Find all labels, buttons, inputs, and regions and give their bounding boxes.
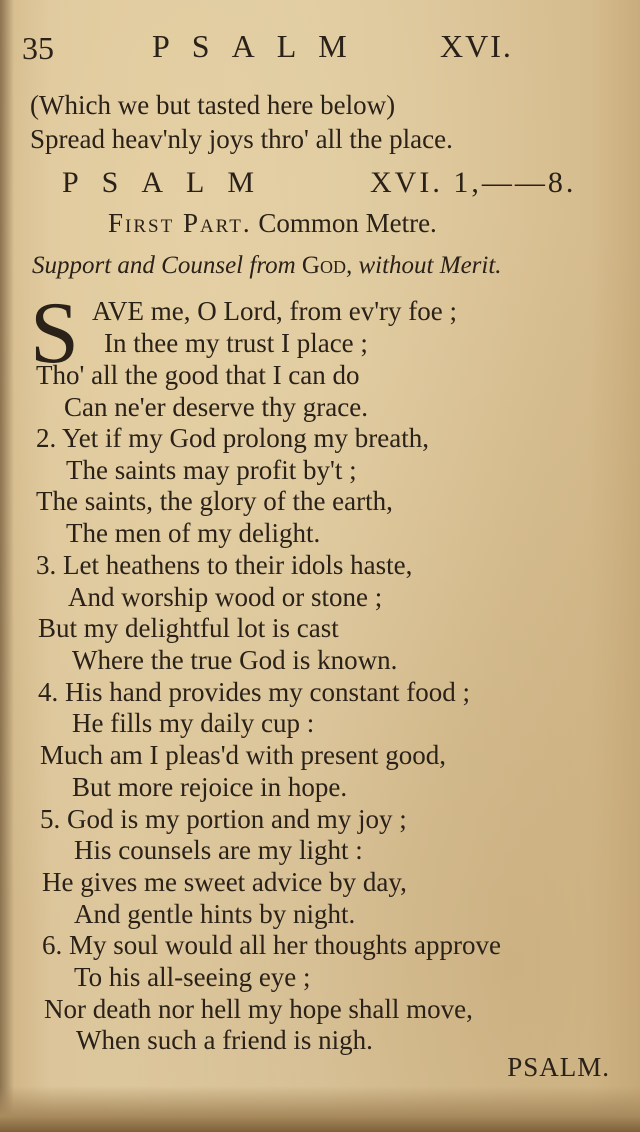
verse-line: The saints, the glory of the earth, (36, 486, 393, 516)
verse-line: 5. God is my portion and my joy ; (40, 804, 407, 834)
verse-line: And worship wood or stone ; (68, 582, 383, 612)
drop-cap: S (30, 285, 79, 382)
verse-line: He fills my daily cup : (72, 708, 315, 738)
verse-line: Can ne'er deserve thy grace. (64, 392, 368, 422)
psalm-title: PSALM (62, 166, 278, 199)
part-heading (108, 208, 437, 239)
verse-line: Tho' all the good that I can do (36, 360, 360, 390)
subject-god: God (301, 252, 346, 279)
verse-line: AVE me, O Lord, from ev'ry foe ; (92, 296, 458, 326)
verse-line: He gives me sweet advice by day, (42, 867, 407, 897)
metre-label: Common Metre. (258, 208, 437, 238)
verse-line: Much am I pleas'd with present good, (40, 740, 447, 770)
verse-line: His counsels are my light : (74, 835, 363, 865)
subject-end: , without Merit. (345, 252, 502, 279)
running-title: PSALM (152, 28, 369, 64)
psalm-subject (32, 252, 502, 280)
verse-line: In thee my trust I place ; (104, 328, 368, 358)
page-bottom-edge (0, 1086, 640, 1132)
verse-line: But more rejoice in hope. (72, 772, 348, 802)
catchword: PSALM. (507, 1052, 610, 1082)
verse-line: 6. My soul would all her thoughts approve (42, 930, 501, 960)
carryover-line-1: (Which we but tasted here below) (30, 90, 396, 120)
verse-line: 4. His hand provides my constant food ; (38, 677, 470, 707)
carryover-line-2: Spread heav'nly joys thro' all the place. (30, 124, 453, 154)
running-title-number: XVI. (440, 28, 513, 64)
verse-line: Nor death nor hell my hope shall move, (44, 994, 473, 1024)
psalm-number-ref: XVI. 1,——8. (370, 166, 577, 199)
page-edge-shadow (0, 0, 14, 1132)
verse-line: The saints may profit by't ; (66, 455, 357, 485)
subject-start: Support and Counsel from (32, 252, 296, 279)
page-number: 35 (22, 30, 54, 66)
verse-line: 3. Let heathens to their idols haste, (36, 550, 413, 580)
verse-line: 2. Yet if my God prolong my breath, (36, 423, 429, 453)
verse-line: Where the true God is known. (72, 645, 398, 675)
part-label: First Part. (108, 208, 252, 238)
verse-line: The men of my delight. (66, 518, 321, 548)
verse-line: And gentle hints by night. (74, 899, 356, 929)
verse-line: To his all-seeing eye ; (74, 962, 311, 992)
verse-line: But my delightful lot is cast (38, 613, 339, 643)
verse-line: When such a friend is nigh. (76, 1025, 373, 1055)
